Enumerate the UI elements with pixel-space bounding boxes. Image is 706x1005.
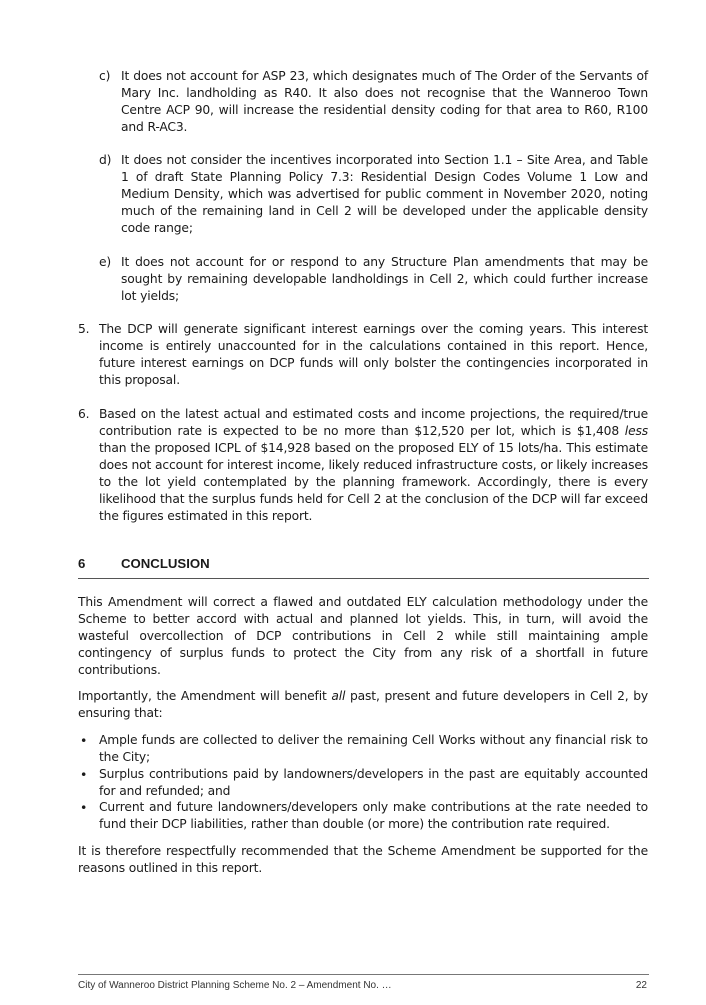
list-marker-e: e) xyxy=(99,255,112,269)
point-5: The DCP will generate significant interest earnings over the coming years. This interest income is entirely unaccounted for in the calculations contained in this report. Hence, future interest earnings on DCP funds will only bolster the contingencies incorporated in this proposal. xyxy=(99,322,648,387)
conclusion-paragraph-1: This Amendment will correct a flawed and outdated ELY calculation methodology under the Scheme to better accord with actual and planned lot yields. This, in turn, will avoid the wasteful overcollection of DCP contributions in Cell 2 while still maintaining ample contingency of surplus funds to protect the City from any risk of a shortfall in future contributions. xyxy=(78,595,648,677)
footer-rule xyxy=(78,974,649,975)
section-number: 6 xyxy=(78,556,86,571)
conclusion-paragraph-3: It is therefore respectfully recommended that the Scheme Amendment be supported for the reasons outlined in this report. xyxy=(78,844,648,875)
emphasis-less: less xyxy=(624,424,648,438)
conclusion-paragraph-2: Importantly, the Amendment will benefit all past, present and future developers in Cell 2, by ensuring that: xyxy=(78,689,648,720)
point-6: Based on the latest actual and estimated costs and income projections, the required/true contribution rate is expected to be no more than $12,520 per lot, which is $1,408 less than the proposed ICPL of $14,928 based on the proposed ELY of 15 lots/ha. This estimate does not account for interest income, likely reduced infrastructure costs, or likely increases to the lot yield contemplated by the planning framework. Accordingly, there is every likelihood that the surplus funds held for Cell 2 at the conclusion of the DCP will far exceed the figures estimated in this report. xyxy=(99,407,648,523)
bullet-icon: • xyxy=(80,767,88,782)
bullet-icon: • xyxy=(80,733,88,748)
bullet-item: Ample funds are collected to deliver the remaining Cell Works without any financial risk to the City; xyxy=(99,733,648,764)
point-marker-5: 5. xyxy=(78,322,90,336)
point-marker-6: 6. xyxy=(78,407,90,421)
bullet-icon: • xyxy=(80,800,88,815)
section-heading xyxy=(78,556,649,579)
emphasis-all: all xyxy=(331,689,346,703)
bullet-item: Surplus contributions paid by landowners/developers in the past are equitably accounted for and refunded; and xyxy=(99,767,648,798)
list-marker-d: d) xyxy=(99,153,112,167)
footer-title: City of Wanneroo District Planning Scheme No. 2 – Amendment No. … xyxy=(78,980,392,991)
list-marker-c: c) xyxy=(99,69,111,83)
section-title: CONCLUSION xyxy=(121,556,210,571)
list-item-c: It does not account for ASP 23, which designates much of The Order of the Servants of Mary Inc. landholding as R40. It also does not recognise that the Wanneroo Town Centre ACP 90, will increase the residential density coding for that area to R60, R100 and R-AC3. xyxy=(121,69,648,134)
bullet-item: Current and future landowners/developers only make contributions at the rate needed to fund their DCP liabilities, rather than double (or more) the contribution rate required. xyxy=(99,800,648,831)
page-number: 22 xyxy=(635,980,647,991)
list-item-e: It does not account for or respond to any Structure Plan amendments that may be sought by remaining developable landholdings in Cell 2, which could further increase lot yields; xyxy=(121,255,648,303)
list-item-d: It does not consider the incentives incorporated into Section 1.1 – Site Area, and Table 1 of draft State Planning Policy 7.3: Residential Design Codes Volume 1 Low and Medium Density, which was advertised for public comment in November 2020, noting much of the remaining land in Cell 2 will be developed under the applicable density code range; xyxy=(121,153,648,235)
